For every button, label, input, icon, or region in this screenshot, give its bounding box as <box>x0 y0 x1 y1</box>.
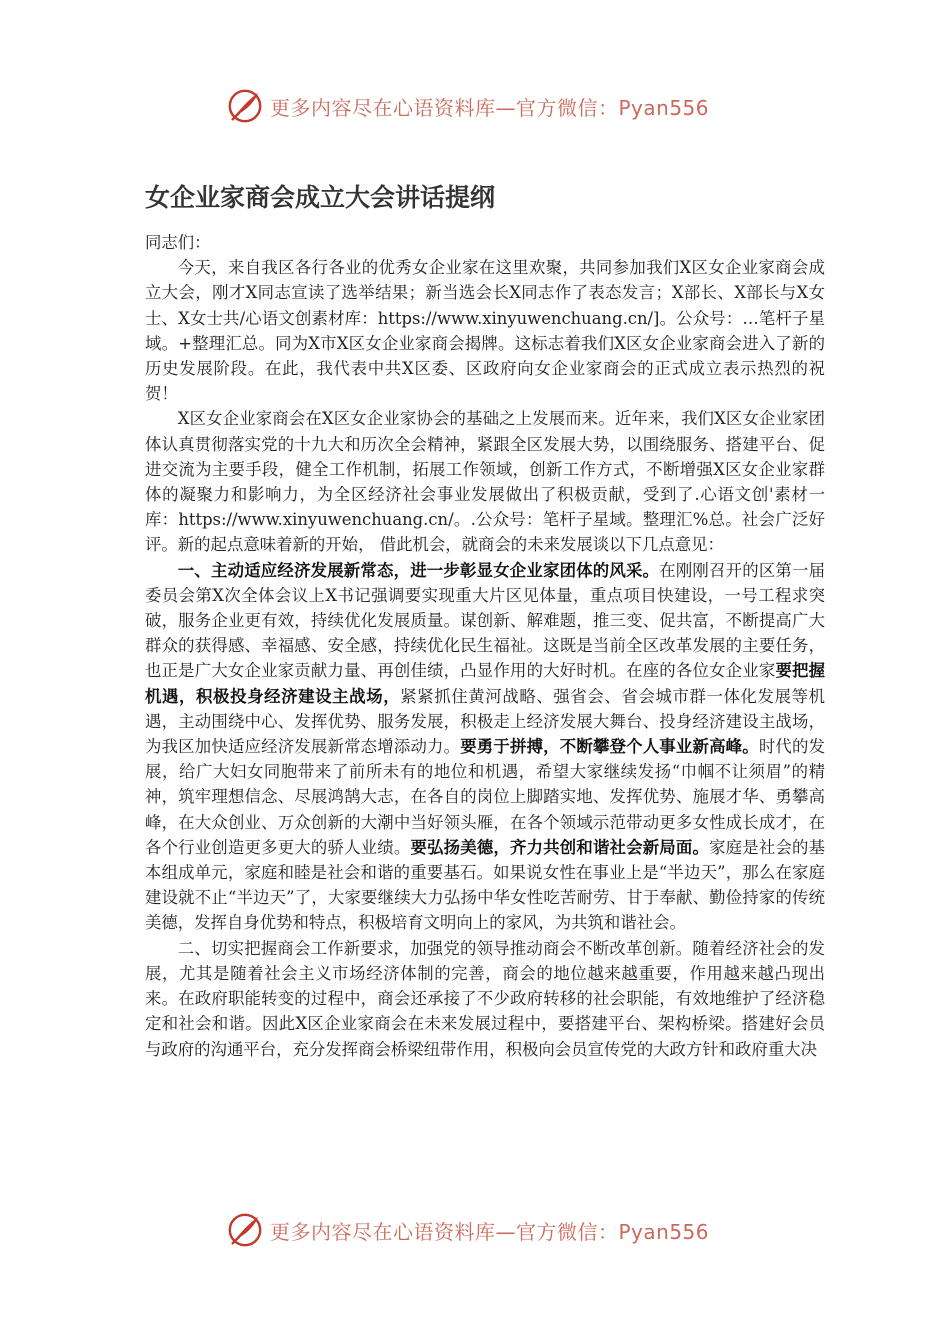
watermark-text: 更多内容尽在心语资料库—官方微信：Pyan556 <box>270 95 710 120</box>
feather-pen-logo-icon <box>226 87 264 125</box>
footer-watermark-banner <box>226 1211 709 1249</box>
point-promote-virtues: 要弘扬美德，齐力共创和谐社会新局面。 <box>410 837 710 857</box>
point-strive-hard: 要勇于拼搏，不断攀登个人事业新高峰。 <box>460 737 759 757</box>
feather-pen-logo-icon <box>226 1211 264 1249</box>
watermark-text: 更多内容尽在心语资料库—官方微信：Pyan556 <box>270 1219 710 1244</box>
paragraph-background: X区女企业家商会在X区女企业家协会的基础之上发展而来。近年来，我们X区女企业家团体认真贯彻落实党的十九大和历次全会精神，紧跟全区发展大势，以围绕服务、搭建平台、促进交流为主要手段，健全工作机制，拓展工作领域，创新工作方式，不断增强X区女企业家群体的凝聚力和影响力，为全区经济社会事业发展做出了积极贡献，受到了.心语文创'素材一库：https://www.xinyuwenchuang.cn/。.公众号：笔杆子星域。整理汇%总。社会广泛好评。新的起点意味着新的开始， 借此机会，就商会的未来发展谈以下几点意见： <box>145 409 825 555</box>
document-title: 女企业家商会成立大会讲话提纲 <box>145 183 496 212</box>
point-promote-virtues-text: 家庭是社会的基本组成单元，家庭和睦是社会和谐的重要基石。如果说女性在事业上是“半边天”，那么在家庭建设就不止“半边天”了，大家要继续大力弘扬中华女性吃苦耐劳、甘于奉献、勤俭持家的传统美德，发挥自身优势和特点，积极培育文明向上的家风，为共筑和谐社会。 <box>145 837 826 933</box>
paragraph-section-one <box>145 558 825 936</box>
point-seize-opportunity: 要把握机遇，积极投身经济建设主战场， <box>145 661 826 706</box>
paragraph-opening: 今天，来自我区各行各业的优秀女企业家在这里欢聚，共同参加我们X区女企业家商会成立大会，刚才X同志宣读了选举结果；新当选会长X同志作了表态发言；X部长、X部长与X女士、X女士共/心语文创素材库：https://www.xinyuwenchuang.cn/]。公众号：…笔杆子星域。+整理汇总。同为X市X区女企业家商会揭牌。这标志着我们X区女企业家商会进入了新的历史发展阶段。在此，我代表中共X区委、区政府向女企业家商会的正式成立表示热烈的祝贺！ <box>145 258 825 404</box>
header-watermark-banner <box>226 87 709 125</box>
section-one-heading: 一、主动适应经济发展新常态，进一步彰显女企业家团体的风采。 <box>177 560 660 580</box>
salutation: 同志们： <box>145 233 211 252</box>
paragraph-section-two: 二、切实把握商会工作新要求，加强党的领导推动商会不断改革创新。随着经济社会的发展，尤其是随着社会主义市场经济体制的完善，商会的地位越来越重要，作用越来越凸现出来。在政府职能转变的过程中，商会还承接了不少政府转移的社会职能，有效地维护了经济稳定和社会和谐。因此X区企业家商会在未来发展过程中，要搭建平台、架构桥梁。搭建好会员与政府的沟通平台，充分发挥商会桥梁纽带作用，积极向会员宣传党的大政方针和政府重大决 <box>145 938 825 1059</box>
point-seize-opportunity-text: 紧紧抓住黄河战略、强省会、省会城市群一体化发展等机遇，主动围绕中心、发挥优势、服务发展，积极走上经济发展大舞台、投身经济建设主战场，为我区加快适应经济发展新常态增添动力。 <box>145 686 825 757</box>
point-strive-hard-text: 时代的发展，给广大妇女同胞带来了前所未有的地位和机遇，希望大家继续发扬“巾帼不让须眉”的精神，筑牢理想信念、尽展鸿鹄大志，在各自的岗位上脚踏实地、发挥优势、施展才华、勇攀高峰，在大众创业、万众创新的大潮中当好领头雁，在各个领域示范带动更多女性成长成才，在各个行业创造更多更大的骄人业绩。 <box>145 737 826 857</box>
document-body <box>145 230 825 1062</box>
section-one-text: 在刚刚召开的区第一届委员会第X次全体会议上X书记强调要实现重大片区见体量，重点项目快建设，一号工程求突破，服务企业更有效，持续优化发展质量。谋创新、解难题，推三变、促共富，不断提高广大群众的获得感、幸福感、安全感，持续优化民生福祉。这既是当前全区改革发展的主要任务，也正是广大女企业家贡献力量、再创佳绩，凸显作用的大好时机。在座的各位女企业家 <box>145 560 826 681</box>
